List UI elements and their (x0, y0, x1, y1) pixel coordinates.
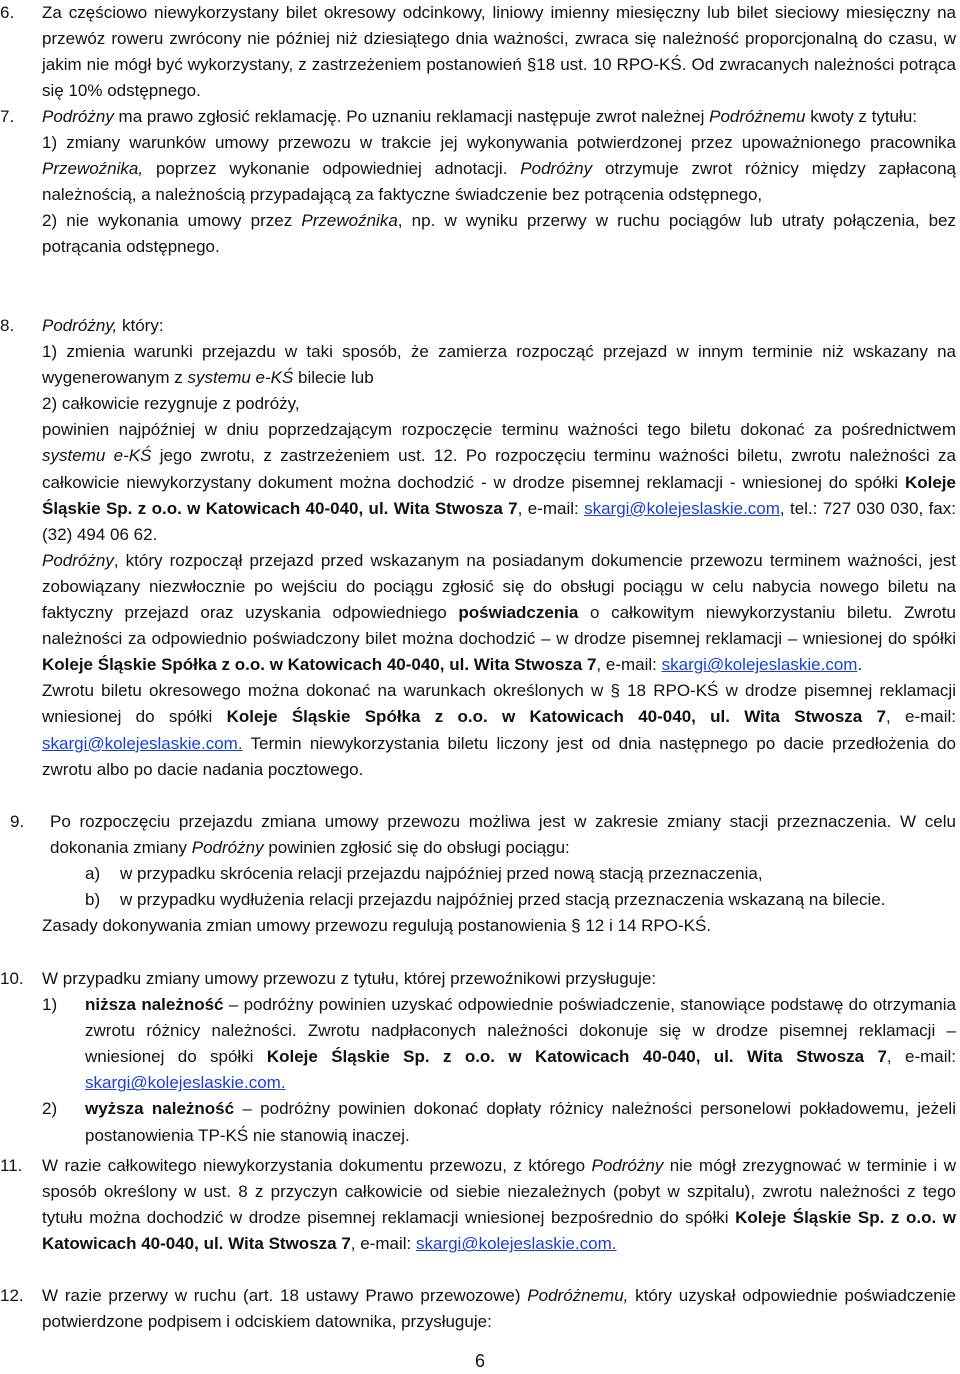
paragraph-text: Podróżny ma prawo zgłosić reklamację. Po uznaniu reklamacji następuje zwrot należnej Podróżnemu kwoty z tytułu: (42, 107, 917, 126)
email-link[interactable]: skargi@kolejeslaskie.com. (42, 733, 243, 753)
paragraph-text: Za częściowo niewykorzystany bilet okresowy odcinkowy, liniowy imienny miesięczny lub bilet sieciowy miesięczny na przewóz roweru zwrócony nie później niż dziesiątego dnia ważności, zwraca się należność proporcjonalną do czasu, w jakim nie mógł być wykorzystany, z zastrzeżeniem postanowień §18 ust. 10 RPO-KŚ. Od zwracanych należności potrąca się 10% odstępnego. (42, 3, 956, 101)
paragraph-number: 6. (0, 3, 15, 22)
paragraph-text: Zwrotu biletu okresowego można dokonać na warunkach określonych w § 18 RPO-KŚ w drodze pisemnej reklamacji wniesionej do spółki Koleje Śląskie Spółka z o.o. w Katowicach 40-040, ul. Wita Stwosza 7, e-mail: skargi@kolejeslaskie.com. Termin niewykorzystania biletu liczony jest od dnia następnego po dacie przedłożenia do zwrotu albo po dacie nadania pocztowego. (42, 681, 956, 779)
list-item (0, 861, 956, 887)
list-item (0, 887, 956, 913)
list-label: a) (85, 864, 101, 884)
list-text: w przypadku wydłużenia relacji przejazdu najpóźniej przed stacją przeznaczenia wskazaną na bilecie. (120, 890, 886, 910)
list-item (0, 992, 956, 1096)
paragraph-text: powinien najpóźniej w dniu poprzedzającym rozpoczęcie terminu ważności tego biletu dokonać za pośrednictwem systemu e-KŚ jego zwrotu, z zastrzeżeniem ust. 12. Po rozpoczęciu terminu ważności biletu, zwrotu należności za całkowicie niewykorzystany dokument można dochodzić - w drodze pisemnej reklamacji - wniesionej do spółki Koleje Śląskie Sp. z o.o. w Katowicach 40-040, ul. Wita Stwosza 7, e-mail: skargi@kolejeslaskie.com, tel.: 727 030 030, fax: (32) 494 06 62. (42, 420, 956, 544)
paragraph-7 (0, 104, 956, 261)
email-link[interactable]: skargi@kolejeslaskie.com (584, 498, 780, 518)
paragraph-text: Podróżny, który rozpoczął przejazd przed wskazanym na posiadanym dokumencie przewozu terminem ważności, jest zobowiązany niezwłocznie po wejściu do pociągu zgłosić się do obsługi pociągu w celu nabycia nowego biletu na faktyczny przejazd oraz uzyskania odpowiedniego poświadczenia o całkowitym niewykorzystaniu biletu. Zwrotu należności za odpowiednio poświadczony bilet można dochodzić – w drodze pisemnej reklamacji – wniesionej do spółki Koleje Śląskie Spółka z o.o. w Katowicach 40-040, ul. Wita Stwosza 7, e-mail: skargi@kolejeslaskie.com. (42, 550, 956, 675)
paragraph-text: W razie całkowitego niewykorzystania dokumentu przewozu, z którego Podróżny nie mógł zrezygnować w terminie i w sposób określony w ust. 8 z przyczyn całkowicie od siebie niezależnych (pobyt w szpitalu), zwrotu należności z tego tytułu można dochodzić w drodze pisemnej reklamacji wniesionej bezpośrednio do spółki Koleje Śląskie Sp. z o.o. w Katowicach 40-040, ul. Wita Stwosza 7, e-mail: skargi@kolejeslaskie.com. (42, 1156, 957, 1254)
paragraph-12 (0, 1283, 956, 1335)
paragraph-text: Podróżny, który: (42, 316, 164, 335)
list-text: wyższa należność – podróżny powinien dokonać dopłaty różnicy należności personelowi pokładowemu, jeżeli postanowienia TP-KŚ nie stanowią inaczej. (85, 1099, 956, 1145)
paragraph-6 (0, 0, 956, 104)
list-text: w przypadku skrócenia relacji przejazdu najpóźniej przed nową stacją przeznaczenia, (120, 864, 763, 884)
paragraph-10 (0, 966, 956, 1149)
paragraph-text: W przypadku zmiany umowy przewozu z tytułu, której przewoźnikowi przysługuje: (42, 969, 657, 988)
paragraph-number: 8. (0, 316, 15, 335)
page-number: 6 (474, 1351, 485, 1371)
paragraph-text: Zasady dokonywania zmian umowy przewozu regulują postanowienia § 12 i 14 RPO-KŚ. (42, 916, 712, 936)
list-item: 2) nie wykonania umowy przez Przewoźnika, np. w wyniku przerwy w ruchu pociągów lub utraty połączenia, bez potrącania odstępnego. (42, 211, 956, 257)
paragraph-text: Po rozpoczęciu przejazdu zmiana umowy przewozu możliwa jest w zakresie zmiany stacji przeznaczenia. W celu dokonania zmiany Podróżny powinien zgłosić się do obsługi pociągu: (50, 812, 956, 858)
paragraph-text: W razie przerwy w ruchu (art. 18 ustawy Prawo przewozowe) Podróżnemu, który uzyskał odpowiednie poświadczenie potwierdzone podpisem i odciskiem datownika, przysługuje: (42, 1286, 956, 1332)
list-label: b) (85, 890, 101, 910)
list-item (0, 1096, 956, 1148)
list-item: 2) całkowicie rezygnuje z podróży, (42, 394, 300, 414)
email-link[interactable]: skargi@kolejeslaskie.com (661, 655, 858, 675)
list-item: 1) zmiany warunków umowy przewozu w trakcie jej wykonywania potwierdzonej przez upoważnionego pracownika Przewoźnika, poprzez wykonanie odpowiedniej adnotacji. Podróżny otrzymuje zwrot różnicy między zapłaconą należnością, a należnością przypadającą za faktyczne świadczenie bez potrącenia odstępnego, (42, 133, 956, 205)
list-label: 1) (42, 995, 58, 1015)
list-text: niższa należność – podróżny powinien uzyskać odpowiednie poświadczenie, stanowiące podstawę do otrzymania zwrotu różnicy należności. Zwrotu nadpłaconych należności dokonuje się w drodze pisemnej reklamacji – wniesionej do spółki Koleje Śląskie Sp. z o.o. w Katowicach 40-040, ul. Wita Stwosza 7, e-mail: skargi@kolejeslaskie.com. (85, 995, 957, 1093)
paragraph-number: 10. (0, 969, 24, 988)
paragraph-8 (0, 313, 956, 783)
paragraph-number: 12. (0, 1286, 24, 1305)
email-link[interactable]: skargi@kolejeslaskie.com. (415, 1234, 617, 1254)
paragraph-11 (0, 1153, 956, 1257)
email-link[interactable]: skargi@kolejeslaskie.com. (85, 1073, 286, 1093)
list-item: 1) zmienia warunki przejazdu w taki sposób, że zamierza rozpocząć przejazd w innym terminie niż wskazany na wygenerowanym z systemu e-KŚ bilecie lub (42, 342, 956, 388)
paragraph-number: 7. (0, 107, 15, 126)
paragraph-number: 9. (10, 812, 25, 831)
paragraph-9 (0, 809, 956, 939)
paragraph-number: 11. (0, 1156, 23, 1175)
list-label: 2) (42, 1099, 58, 1119)
